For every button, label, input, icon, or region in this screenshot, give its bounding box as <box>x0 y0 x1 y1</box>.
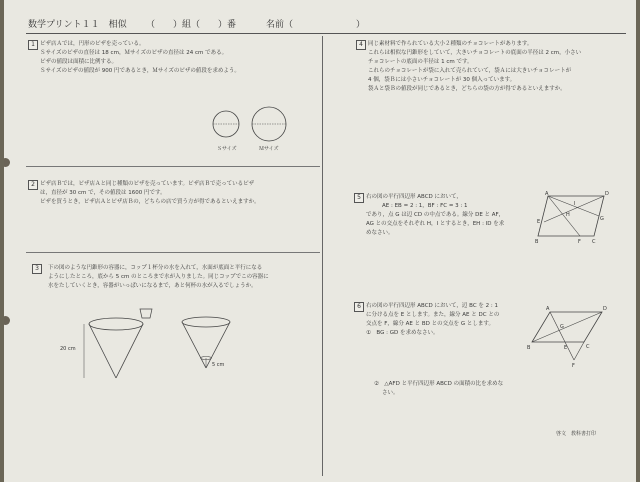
worksheet-title: 数学プリント１１ 相似 <box>28 20 127 30</box>
parallelogram-figure-6 <box>526 300 616 372</box>
problem-6-subquestion: さい。 <box>382 390 399 396</box>
point-e: E <box>537 219 541 225</box>
problem-3-number: 3 <box>32 264 42 274</box>
problem-6-line: 右の図の平行四辺形 ABCD において，辺 BC を 2 : 1 <box>366 303 499 309</box>
problem-4-line: 袋Ａと袋Ｂの値段が同じであるとき，どちらの袋の方が得であるといえますか。 <box>368 86 566 92</box>
problem-1-line: ピザ店Ａでは，円形のピザを売っている。 <box>40 41 145 47</box>
problem-1-line: Ｓサイズのピザの直径は 18 cm，Ｍサイズのピザの直径は 24 cm である。 <box>40 50 228 56</box>
problem-6-line: に分ける点を E とします。また，線分 AE と DC との <box>366 312 500 318</box>
vertex-b: B <box>535 239 539 245</box>
point-e: E <box>564 345 568 351</box>
problem-3-line: 下の図のような円錐形の容器に，コップ１杯分の水を入れて，水面が底面と平行になる <box>48 265 263 271</box>
problem-4-line: チョコレートの底面の半径は 1 cm です。 <box>368 59 473 65</box>
point-i: I <box>574 201 576 207</box>
vertex-a: A <box>545 191 549 197</box>
point-h: H <box>566 212 570 218</box>
vertex-a: A <box>546 306 550 312</box>
problem-6-line: ① BG : GD を求めなさい。 <box>366 330 439 336</box>
problem-1-line: Ｓサイズのピザの値段が 900 円であるとき，Ｍサイズのピザの値段を求めよう。 <box>40 68 240 74</box>
problem-2-number: 2 <box>28 180 38 190</box>
problem-4-line: 同じ素材料で作られている大小２種類のチョコレートがあります。 <box>368 41 533 47</box>
parallelogram-figure-5 <box>534 190 614 248</box>
problem-5-line: めなさい。 <box>366 230 394 236</box>
problem-5-line: AE : EB = 2 : 1，BF : FC = 3 : 1 <box>382 203 468 209</box>
problem-5-line: AG との交点をそれぞれ H，I とするとき，EH : ID を求 <box>366 221 505 227</box>
point-g: G <box>600 216 604 222</box>
name-close: ） <box>356 20 366 30</box>
name-label: 名前（ <box>266 20 294 30</box>
vertex-c: C <box>586 344 590 350</box>
section-rule <box>26 166 320 167</box>
vertex-d: D <box>603 306 607 312</box>
column-divider <box>322 36 323 476</box>
worksheet-page <box>4 0 636 482</box>
vertex-c: C <box>592 239 596 245</box>
water-depth-label: 5 cm <box>212 362 225 368</box>
punch-hole <box>4 316 10 325</box>
problem-4-line: 4 個，袋Ｂには小さいチョコレートが 30 個入っています。 <box>368 77 516 83</box>
point-f: F <box>572 363 575 369</box>
section-rule <box>26 252 320 253</box>
point-g: G <box>560 324 564 330</box>
problem-6-number: 6 <box>354 302 364 312</box>
class-number-field: （ ）組（ ）番 <box>146 20 237 30</box>
pizza-figure <box>204 104 304 154</box>
footer-text: 啓文 教科書打印 <box>556 431 597 437</box>
problem-3-line: 水をたしていくとき，容器がいっぱいになるまで，あと何杯の水が入るでしょうか。 <box>48 283 257 289</box>
problem-2-line: ピザ店Ｂでは，ピザ店Ａと同じ種類のピザを売っています。ピザ店Ｂで売っているピザ <box>40 181 255 187</box>
cone-height-label: 20 cm <box>60 346 76 352</box>
cup-icon <box>140 309 152 318</box>
problem-6-line: 交点を F，線分 AE と BD との交点を G とします。 <box>366 321 494 327</box>
problem-4-line: これらは相似な円錐形をしていて，大きいチョコレートの底面の半径は 2 cm，小さい <box>368 50 582 56</box>
problem-4-number: 4 <box>356 40 366 50</box>
vertex-d: D <box>605 191 609 197</box>
problem-6-subquestion: ② △AFD と平行四辺形 ABCD の面積の比を求めな <box>374 381 504 387</box>
problem-4-line: これらのチョコレートが袋に入れて売られていて，袋Ａには大きいチョコレートが <box>368 68 572 74</box>
header-rule <box>26 33 626 34</box>
problem-5-line: 右の図の平行四辺形 ABCD において， <box>366 194 462 200</box>
problem-3-line: ようにしたところ，底から 5 cm のところまで水が入りました。同じコップでこの容器に <box>48 274 269 280</box>
problem-1-number: 1 <box>28 40 38 50</box>
vertex-b: B <box>527 345 531 351</box>
problem-5-number: 5 <box>354 193 364 203</box>
s-size-label: Ｓサイズ <box>217 146 237 152</box>
punch-hole <box>4 158 10 167</box>
m-size-label: Ｍサイズ <box>259 146 279 152</box>
problem-2-line: は，直径が 30 cm で，その値段は 1600 円です。 <box>40 190 166 196</box>
problem-1-line: ピザの値段は面積に比例する。 <box>40 59 118 65</box>
problem-5-line: であり，点 G は辺 CD の中点である。線分 DE と AF， <box>366 212 505 218</box>
problem-2-line: ピザを買うとき，ピザ店Ａとピザ店Ｂの，どちらの店で買う方が得であるといえますか。 <box>40 199 260 205</box>
cone-figure <box>54 300 244 390</box>
point-f: F <box>578 239 581 245</box>
